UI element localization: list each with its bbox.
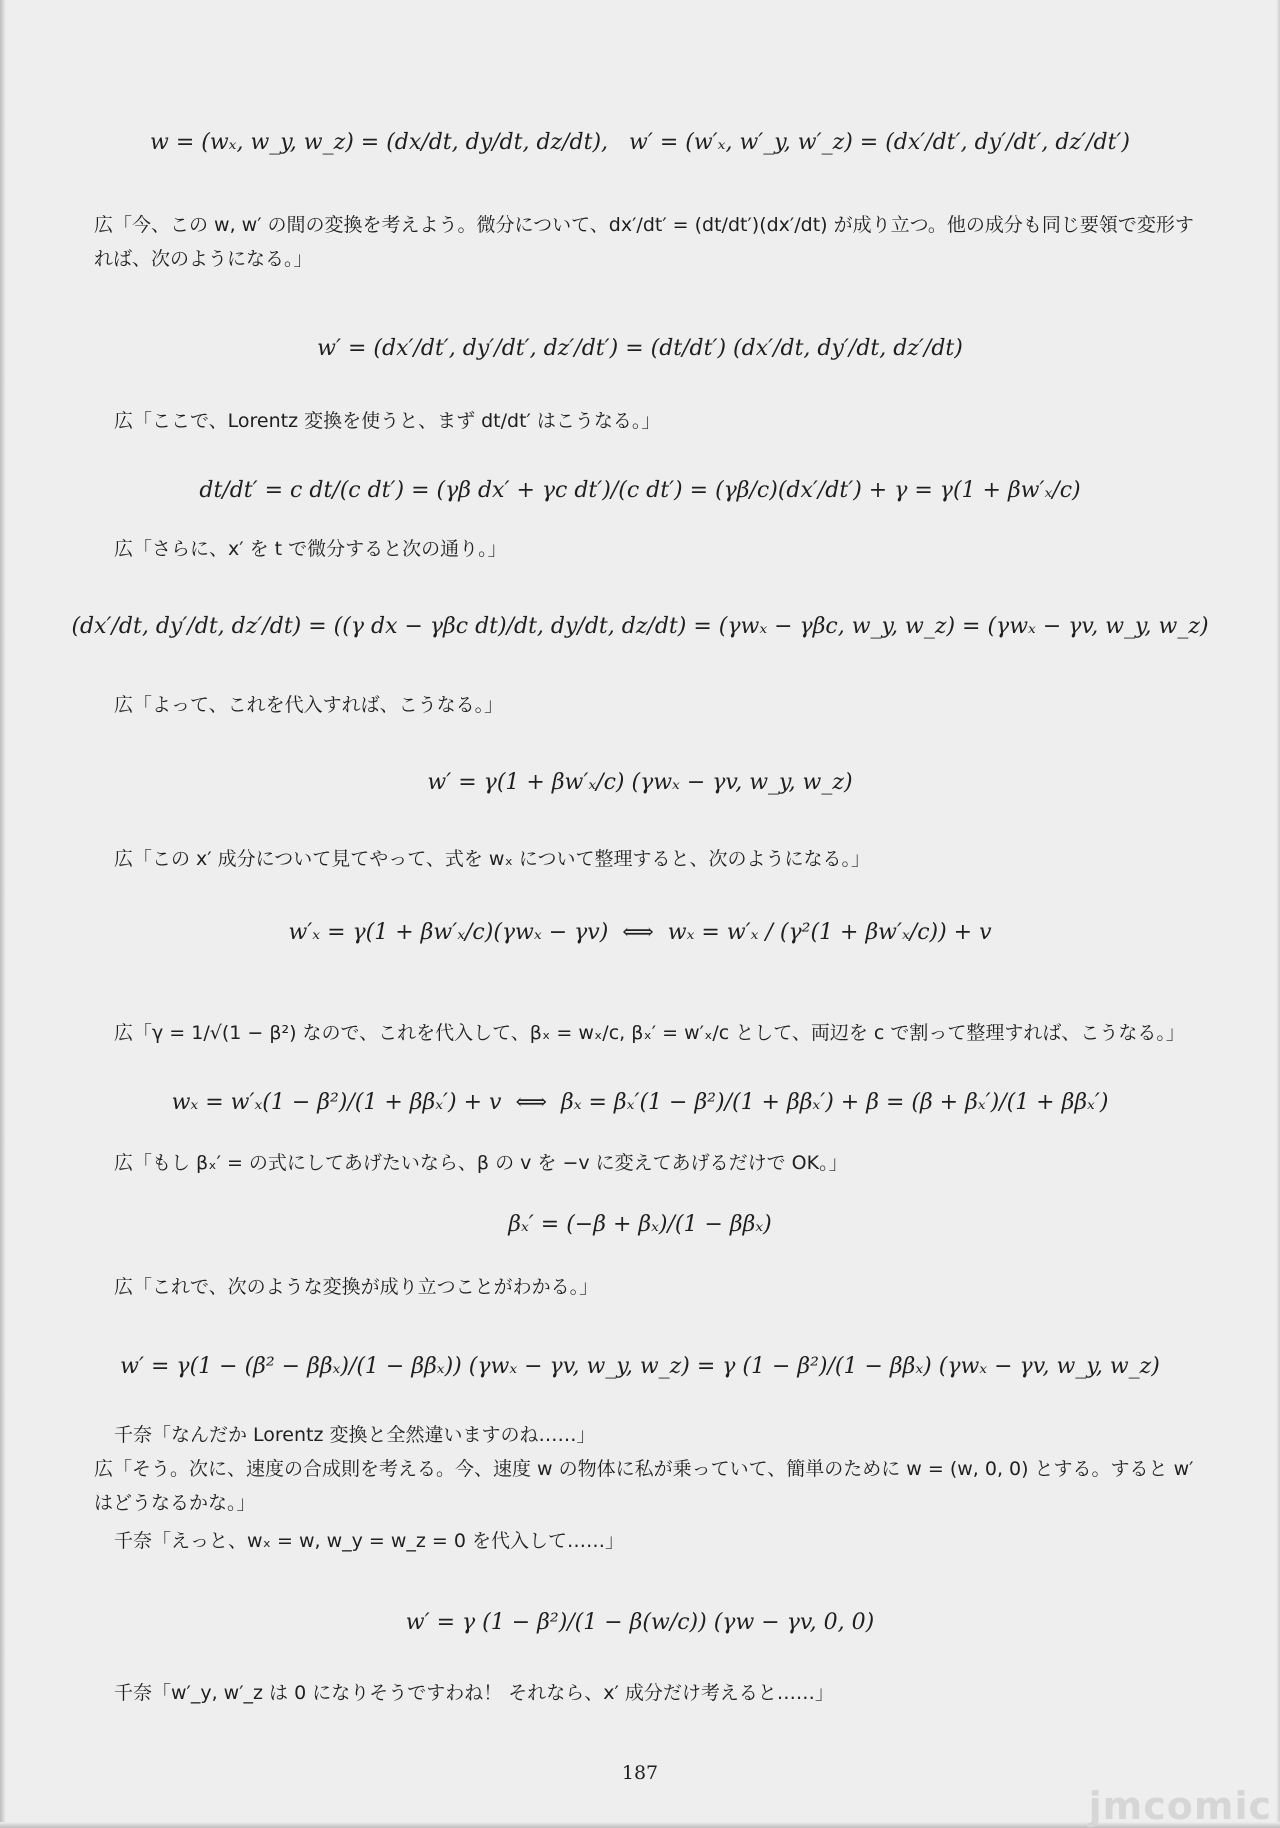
- equation-wx-solve: w′ₓ = γ(1 + βw′ₓ/c)(γwₓ − γv) ⟺ wₓ = w′ₓ / (γ²(1 + βw′ₓ/c)) + v: [288, 920, 992, 945]
- paragraph-chinatsu-substitute: 千奈「えっと、wₓ = w, w_y = w_z = 0 を代入して……」: [114, 1530, 625, 1552]
- paragraph-substitute: 広「よって、これを代入すれば、こうなる。」: [114, 694, 504, 716]
- paragraph-lorentz-dt: 広「ここで、Lorentz 変換を使うと、まず dt/dt′ はこうなる。」: [114, 410, 661, 432]
- paragraph-chinatsu-zero: 千奈「w′_y, w′_z は 0 になりそうですわね！ それなら、x′ 成分だけ考えると……」: [114, 1682, 834, 1704]
- paragraph-differentiate-x: 広「さらに、x′ を t で微分すると次の通り。」: [114, 538, 507, 560]
- equation-w-prime-final: w′ = γ(1 − (β² − ββₓ)/(1 − ββₓ)) (γwₓ − γv, w_y, w_z) = γ (1 − β²)/(1 − ββₓ) (γwₓ − γv, w_y, w_z): [120, 1354, 1160, 1379]
- paragraph-chinatsu-remark: 千奈「なんだか Lorentz 変換と全然違いますのね……」: [114, 1424, 596, 1446]
- paragraph-transform-intro: 広「今、この w, w′ の間の変換を考えよう。微分について、dx′/dt′ = (dt/dt′)(dx′/dt) が成り立つ。他の成分も同じ要領で変形すれば、次のようになる。」: [94, 214, 1194, 270]
- equation-velocity-definitions: w = (wₓ, w_y, w_z) = (dx/dt, dy/dt, dz/dt), w′ = (w′ₓ, w′_y, w′_z) = (dx′/dt′, dy′/dt′, dz′/dt′): [150, 130, 1130, 155]
- equation-w-prime-expansion: w′ = (dx′/dt′, dy′/dt′, dz′/dt′) = (dt/dt′) (dx′/dt, dy′/dt, dz′/dt): [317, 336, 963, 361]
- page-number: 187: [621, 1762, 659, 1784]
- paragraph-transform-holds: 広「これで、次のような変換が成り立つことがわかる。」: [114, 1276, 599, 1298]
- paragraph-beta-inverse: 広「もし βₓ′ = の式にしてあげたいなら、β の v を −v に変えてあげるだけで OK。」: [114, 1152, 848, 1174]
- equation-derivative-vector: (dx′/dt, dy′/dt, dz′/dt) = ((γ dx − γβc dt)/dt, dy/dt, dz/dt) = (γwₓ − γβc, w_y, w_z) = (γwₓ − γv, w_y, w_z): [71, 614, 1209, 639]
- equation-w-prime-result: w′ = γ(1 + βw′ₓ/c) (γwₓ − γv, w_y, w_z): [427, 770, 853, 795]
- paragraph-x-component: 広「この x′ 成分について見てやって、式を wₓ について整理すると、次のようになる。」: [114, 848, 871, 870]
- page-left-edge: [0, 0, 6, 1828]
- watermark-logo: jmcomic: [1088, 1784, 1272, 1828]
- page-right-edge: [1276, 0, 1280, 1828]
- paragraph-gamma-substitute: 広「γ = 1/√(1 − β²) なので、これを代入して、βₓ = wₓ/c, βₓ′ = w′ₓ/c として、両辺を c で割って整理すれば、こうなる。」: [114, 1022, 1185, 1044]
- equation-dt-ratio: dt/dt′ = c dt/(c dt′) = (γβ dx′ + γc dt′)/(c dt′) = (γβ/c)(dx′/dt′) + γ = γ(1 + βw′ₓ/c): [199, 478, 1081, 503]
- equation-w-prime-special: w′ = γ (1 − β²)/(1 − β(w/c)) (γw − γv, 0, 0): [405, 1610, 875, 1635]
- equation-beta-x-prime: βₓ′ = (−β + βₓ)/(1 − ββₓ): [508, 1212, 772, 1237]
- paragraph-velocity-addition: 広「そう。次に、速度の合成則を考える。今、速度 w の物体に私が乗っていて、簡単のために w = (w, 0, 0) とする。すると w′ はどうなるかな。」: [94, 1458, 1194, 1514]
- equation-beta-relations: wₓ = w′ₓ(1 − β²)/(1 + ββₓ′) + v ⟺ βₓ = βₓ′(1 − β²)/(1 + ββₓ′) + β = (β + βₓ′)/(1 + ββₓ′): [171, 1090, 1109, 1115]
